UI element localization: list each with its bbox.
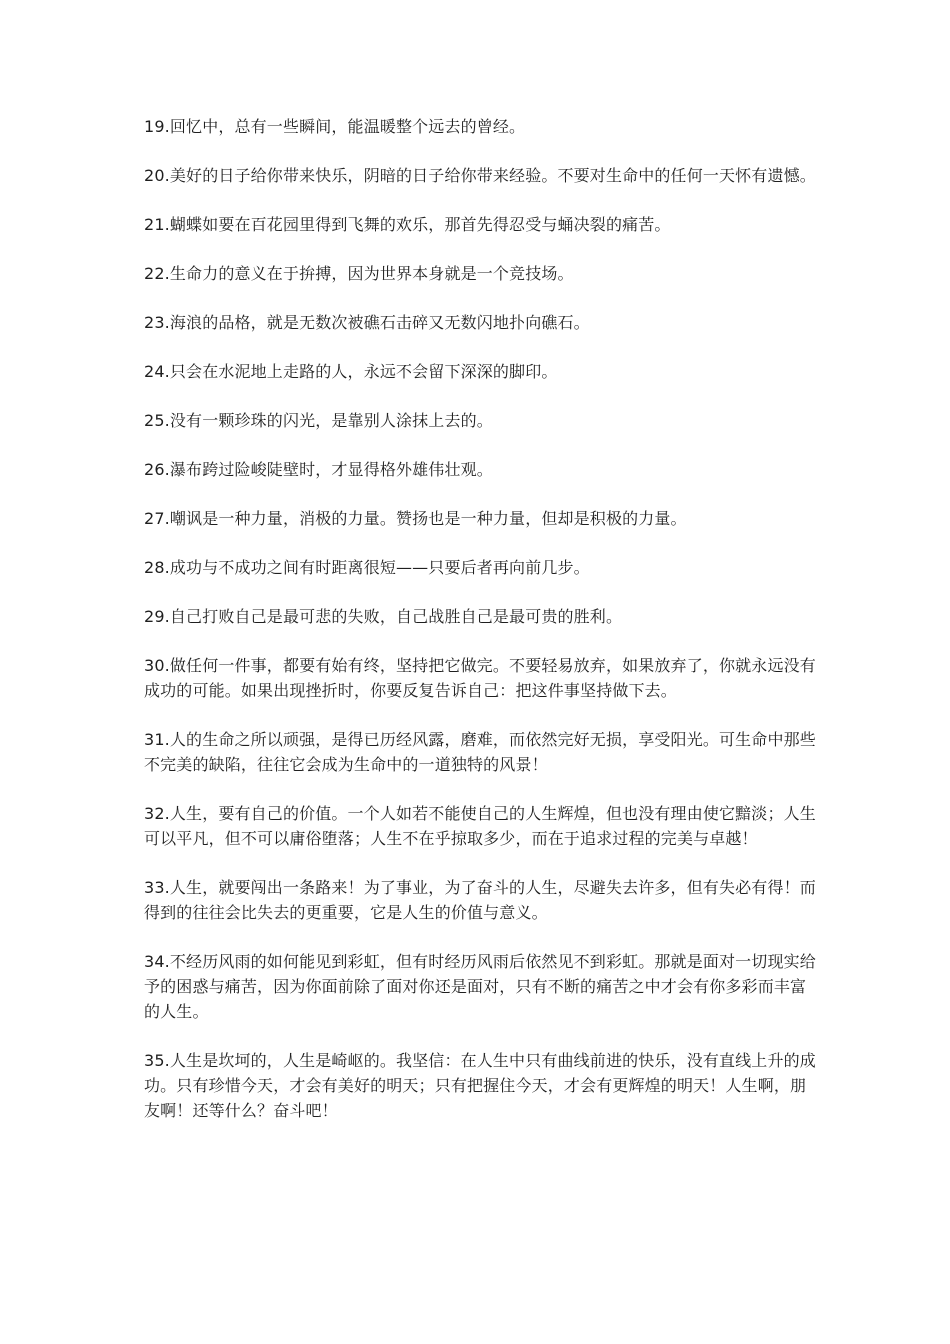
paragraph-28: 28.成功与不成功之间有时距离很短——只要后者再向前几步。 bbox=[144, 558, 590, 577]
paragraph-26: 26.瀑布跨过险峻陡壁时，才显得格外雄伟壮观。 bbox=[144, 460, 493, 479]
paragraph-24: 24.只会在水泥地上走路的人，永远不会留下深深的脚印。 bbox=[144, 362, 558, 381]
paragraph-21: 21.蝴蝶如要在百花园里得到飞舞的欢乐，那首先得忍受与蛹决裂的痛苦。 bbox=[144, 215, 671, 234]
paragraph-22: 22.生命力的意义在于拚搏，因为世界本身就是一个竞技场。 bbox=[144, 264, 574, 283]
paragraph-30: 30.做任何一件事，都要有始有终，坚持把它做完。不要轻易放弃，如果放弃了，你就永远没有成功的可能。如果出现挫折时，你要反复告诉自己：把这件事坚持做下去。 bbox=[144, 656, 816, 700]
paragraph-25: 25.没有一颗珍珠的闪光，是靠别人涂抹上去的。 bbox=[144, 411, 493, 430]
paragraph-20: 20.美好的日子给你带来快乐，阴暗的日子给你带来经验。不要对生命中的任何一天怀有遗憾。 bbox=[144, 166, 816, 185]
paragraph-31: 31.人的生命之所以顽强，是得已历经风露，磨难，而依然完好无损，享受阳光。可生命中那些不完美的缺陷，往往它会成为生命中的一道独特的风景！ bbox=[144, 730, 816, 774]
document-body bbox=[144, 114, 816, 1147]
paragraph-32: 32.人生，要有自己的价值。一个人如若不能使自己的人生辉煌，但也没有理由使它黯淡；人生可以平凡，但不可以庸俗堕落；人生不在乎掠取多少，而在于追求过程的完美与卓越！ bbox=[144, 804, 816, 848]
paragraph-34: 34.不经历风雨的如何能见到彩虹，但有时经历风雨后依然见不到彩虹。那就是面对一切现实给予的困惑与痛苦，因为你面前除了面对你还是面对，只有不断的痛苦之中才会有你多彩而丰富的人生。 bbox=[144, 952, 816, 1021]
paragraph-23: 23.海浪的品格，就是无数次被礁石击碎又无数闪地扑向礁石。 bbox=[144, 313, 590, 332]
paragraph-33: 33.人生，就要闯出一条路来！为了事业，为了奋斗的人生，尽避失去许多，但有失必有得！而得到的往往会比失去的更重要，它是人生的价值与意义。 bbox=[144, 878, 816, 922]
paragraph-29: 29.自己打败自己是最可悲的失败，自己战胜自己是最可贵的胜利。 bbox=[144, 607, 623, 626]
paragraph-19: 19.回忆中，总有一些瞬间，能温暖整个远去的曾经。 bbox=[144, 117, 526, 136]
paragraph-35: 35.人生是坎坷的，人生是崎岖的。我坚信：在人生中只有曲线前进的快乐，没有直线上升的成功。只有珍惜今天，才会有美好的明天；只有把握住今天，才会有更辉煌的明天！人生啊，朋友啊！还等什么？奋斗吧！ bbox=[144, 1051, 816, 1120]
paragraph-27: 27.嘲讽是一种力量，消极的力量。赞扬也是一种力量，但却是积极的力量。 bbox=[144, 509, 687, 528]
